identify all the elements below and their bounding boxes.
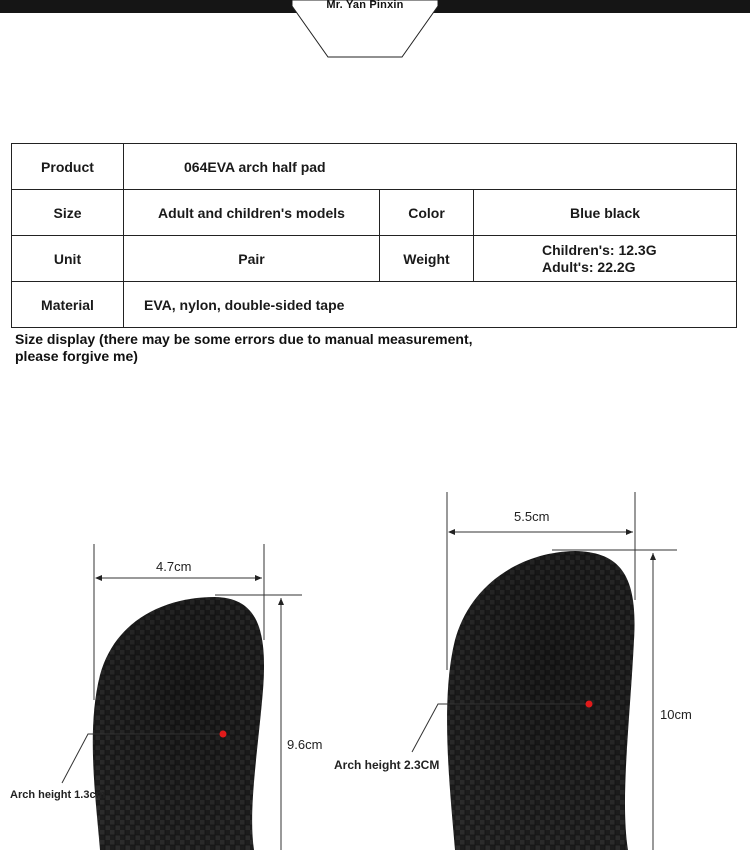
color-value: Blue black bbox=[474, 190, 737, 236]
unit-value: Pair bbox=[124, 236, 380, 282]
material-value: EVA, nylon, double-sided tape bbox=[124, 282, 737, 328]
product-label: Product bbox=[12, 144, 124, 190]
adult-arch-marker bbox=[586, 701, 593, 708]
weight-adult: Adult's: 22.2G bbox=[542, 258, 636, 275]
children-pad bbox=[93, 597, 264, 850]
children-arch-label: Arch height 1.3cm bbox=[10, 789, 106, 801]
adult-width-label: 5.5cm bbox=[514, 509, 550, 524]
children-arch-marker bbox=[220, 731, 227, 738]
product-value: 064EVA arch half pad bbox=[124, 144, 737, 190]
children-height-label: 9.6cm bbox=[287, 737, 323, 752]
unit-label: Unit bbox=[12, 236, 124, 282]
size-label: Size bbox=[12, 190, 124, 236]
adult-arch-label: Arch height 2.3CM bbox=[334, 758, 440, 772]
adult-pad bbox=[447, 551, 634, 850]
brand-name: Mr. Yan Pinxin bbox=[326, 0, 404, 11]
weight-children: Children's: 12.3G bbox=[542, 241, 657, 258]
size-note-line2: please forgive me) bbox=[15, 348, 138, 364]
children-width-label: 4.7cm bbox=[156, 559, 192, 574]
size-note-line1: Size display (there may be some errors due to manual measurement, bbox=[15, 331, 473, 347]
color-label: Color bbox=[380, 190, 474, 236]
weight-label: Weight bbox=[380, 236, 474, 282]
adult-height-label: 10cm bbox=[660, 707, 692, 722]
size-value: Adult and children's models bbox=[124, 190, 380, 236]
material-label: Material bbox=[12, 282, 124, 328]
